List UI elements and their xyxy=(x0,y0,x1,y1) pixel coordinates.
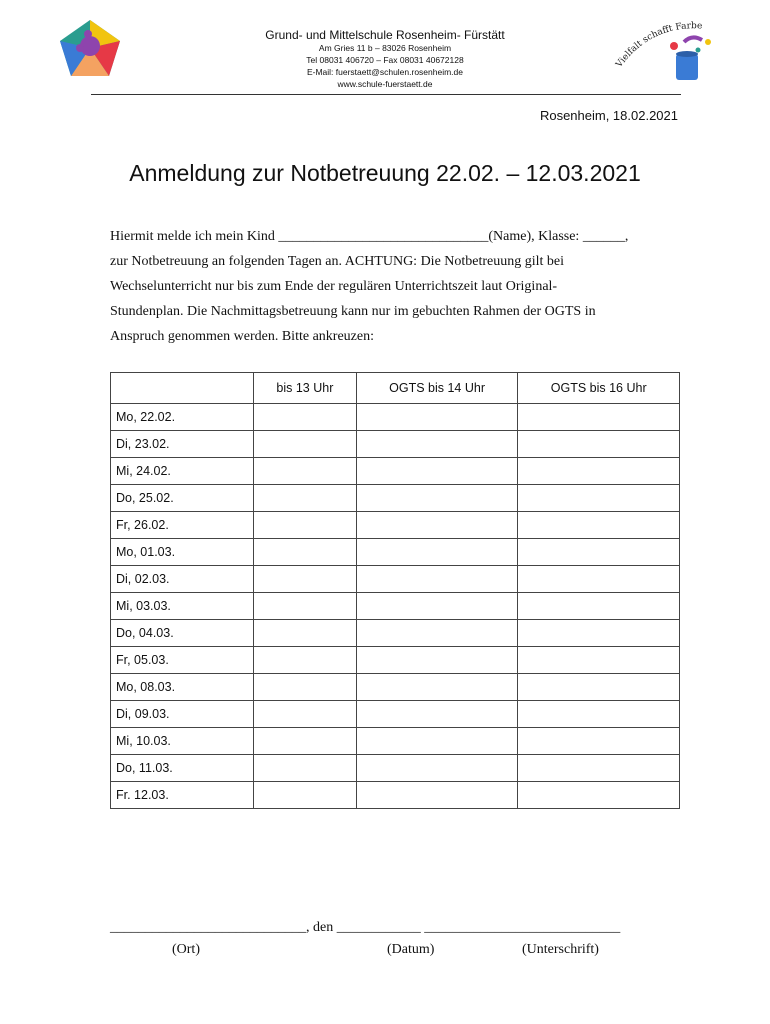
table-row xyxy=(111,674,680,701)
day-cell: Di, 23.02. xyxy=(111,431,254,458)
registration-table xyxy=(110,372,680,809)
label-place: (Ort) xyxy=(172,942,200,957)
checkbox-cell-13[interactable] xyxy=(254,701,357,728)
table-row xyxy=(111,728,680,755)
signature-area xyxy=(110,920,680,962)
checkbox-cell-14[interactable] xyxy=(356,566,518,593)
body-line: Hiermit melde ich mein Kind ______________________________(Name), Klasse: ______, xyxy=(110,229,629,244)
day-cell: Mo, 01.03. xyxy=(111,539,254,566)
day-cell: Mi, 24.02. xyxy=(111,458,254,485)
day-cell: Fr, 05.03. xyxy=(111,647,254,674)
checkbox-cell-14[interactable] xyxy=(356,755,518,782)
table-row xyxy=(111,593,680,620)
checkbox-cell-16[interactable] xyxy=(518,566,680,593)
table-row xyxy=(111,404,680,431)
day-cell: Mi, 10.03. xyxy=(111,728,254,755)
body-line: Wechselunterricht nur bis zum Ende der regulären Unterrichtszeit laut Original- xyxy=(110,279,558,294)
checkbox-cell-14[interactable] xyxy=(356,512,518,539)
checkbox-cell-16[interactable] xyxy=(518,674,680,701)
signature-labels xyxy=(110,942,680,962)
table-row xyxy=(111,512,680,539)
checkbox-cell-14[interactable] xyxy=(356,782,518,809)
body-line: zur Notbetreuung an folgenden Tagen an. ACHTUNG: Die Notbetreuung gilt bei xyxy=(110,254,565,269)
checkbox-cell-13[interactable] xyxy=(254,431,357,458)
checkbox-cell-16[interactable] xyxy=(518,485,680,512)
page-title: Anmeldung zur Notbetreuung 22.02. – 12.03.2021 xyxy=(129,160,641,186)
checkbox-cell-16[interactable] xyxy=(518,647,680,674)
day-cell: Di, 09.03. xyxy=(111,701,254,728)
checkbox-cell-14[interactable] xyxy=(356,728,518,755)
day-cell: Fr, 26.02. xyxy=(111,512,254,539)
header-cell-16: OGTS bis 16 Uhr xyxy=(518,373,680,404)
table-row xyxy=(111,539,680,566)
school-phone: Tel 08031 406720 – Fax 08031 40672128 xyxy=(306,55,464,65)
day-cell: Mo, 22.02. xyxy=(111,404,254,431)
table-body xyxy=(111,404,680,809)
checkbox-cell-13[interactable] xyxy=(254,620,357,647)
checkbox-cell-14[interactable] xyxy=(356,404,518,431)
school-website: www.schule-fuerstaett.de xyxy=(337,79,433,89)
checkbox-cell-13[interactable] xyxy=(254,539,357,566)
checkbox-cell-13[interactable] xyxy=(254,647,357,674)
checkbox-cell-13[interactable] xyxy=(254,674,357,701)
logo-slogan: Vielfalt schafft Farbe xyxy=(614,21,703,70)
checkbox-cell-14[interactable] xyxy=(356,485,518,512)
checkbox-cell-14[interactable] xyxy=(356,620,518,647)
school-info xyxy=(190,28,580,90)
checkbox-cell-13[interactable] xyxy=(254,782,357,809)
date-place: Rosenheim, 18.02.2021 xyxy=(539,108,678,123)
header-divider xyxy=(91,94,681,95)
table-row xyxy=(111,755,680,782)
checkbox-cell-13[interactable] xyxy=(254,485,357,512)
table-header-row xyxy=(111,373,680,404)
checkbox-cell-16[interactable] xyxy=(518,512,680,539)
header-cell-day xyxy=(111,373,254,404)
body-text xyxy=(110,224,680,349)
vielfalt-logo xyxy=(614,20,724,82)
checkbox-cell-14[interactable] xyxy=(356,458,518,485)
checkbox-cell-14[interactable] xyxy=(356,674,518,701)
checkbox-cell-16[interactable] xyxy=(518,620,680,647)
table-row xyxy=(111,782,680,809)
table-row xyxy=(111,431,680,458)
school-email: E-Mail: fuerstaett@schulen.rosenheim.de xyxy=(306,67,464,77)
checkbox-cell-14[interactable] xyxy=(356,539,518,566)
label-signature: (Unterschrift) xyxy=(522,942,599,957)
checkbox-cell-16[interactable] xyxy=(518,431,680,458)
checkbox-cell-16[interactable] xyxy=(518,755,680,782)
header-cell-14: OGTS bis 14 Uhr xyxy=(356,373,518,404)
checkbox-cell-14[interactable] xyxy=(356,647,518,674)
table-row xyxy=(111,647,680,674)
day-cell: Fr. 12.03. xyxy=(111,782,254,809)
checkbox-cell-14[interactable] xyxy=(356,593,518,620)
table-row xyxy=(111,620,680,647)
letterhead xyxy=(0,0,770,100)
body-line: Anspruch genommen werden. Bitte ankreuzen: xyxy=(110,329,374,344)
checkbox-cell-13[interactable] xyxy=(254,593,357,620)
table-row xyxy=(111,566,680,593)
checkbox-cell-13[interactable] xyxy=(254,728,357,755)
checkbox-cell-16[interactable] xyxy=(518,782,680,809)
signature-line[interactable]: ____________________________, den ____________ ____________________________ xyxy=(110,920,621,935)
school-address: Am Gries 11 b – 83026 Rosenheim xyxy=(318,43,452,53)
day-cell: Mo, 08.03. xyxy=(111,674,254,701)
day-cell: Mi, 03.03. xyxy=(111,593,254,620)
checkbox-cell-13[interactable] xyxy=(254,566,357,593)
checkbox-cell-14[interactable] xyxy=(356,431,518,458)
checkbox-cell-13[interactable] xyxy=(254,512,357,539)
school-logo-puzzle-icon xyxy=(58,18,122,78)
checkbox-cell-16[interactable] xyxy=(518,458,680,485)
checkbox-cell-14[interactable] xyxy=(356,701,518,728)
checkbox-cell-13[interactable] xyxy=(254,404,357,431)
checkbox-cell-13[interactable] xyxy=(254,755,357,782)
checkbox-cell-16[interactable] xyxy=(518,701,680,728)
checkbox-cell-13[interactable] xyxy=(254,458,357,485)
checkbox-cell-16[interactable] xyxy=(518,539,680,566)
day-cell: Do, 25.02. xyxy=(111,485,254,512)
body-line: Stundenplan. Die Nachmittagsbetreuung kann nur im gebuchten Rahmen der OGTS in xyxy=(110,304,596,319)
day-cell: Do, 04.03. xyxy=(111,620,254,647)
label-date: (Datum) xyxy=(387,942,435,957)
table-row xyxy=(111,485,680,512)
checkbox-cell-16[interactable] xyxy=(518,593,680,620)
header-cell-13: bis 13 Uhr xyxy=(254,373,357,404)
day-cell: Do, 11.03. xyxy=(111,755,254,782)
table-row xyxy=(111,701,680,728)
checkbox-cell-16[interactable] xyxy=(518,404,680,431)
table-row xyxy=(111,458,680,485)
day-cell: Di, 02.03. xyxy=(111,566,254,593)
school-name: Grund- und Mittelschule Rosenheim- Fürstätt xyxy=(265,28,505,42)
checkbox-cell-16[interactable] xyxy=(518,728,680,755)
